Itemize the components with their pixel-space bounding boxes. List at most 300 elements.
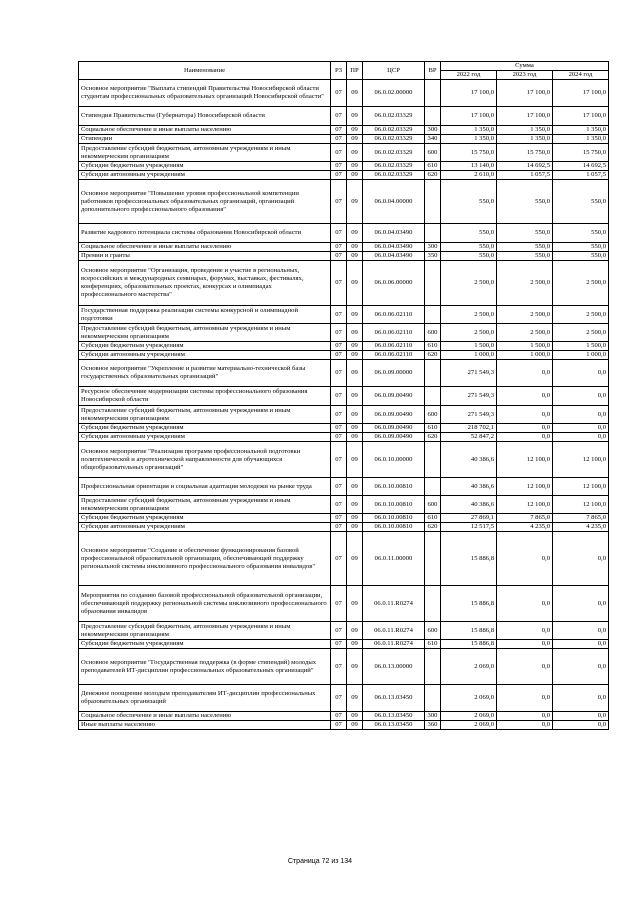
cell-sum-2022: 2 069,0 — [441, 721, 497, 730]
cell-rz: 07 — [331, 406, 347, 424]
cell-pr: 09 — [347, 80, 363, 107]
cell-name: Основное мероприятие "Повышение уровня профессиональной компетенции работников профессиональных образовательных организаций, организаций дополнительного профессионального образования" — [79, 180, 331, 224]
table-row — [79, 523, 609, 532]
cell-csr: 06.0.10.00810 — [363, 523, 425, 532]
cell-pr: 09 — [347, 243, 363, 252]
cell-sum-2023: 0,0 — [497, 685, 553, 712]
cell-vr: 610 — [425, 640, 441, 649]
cell-sum-2022: 15 886,8 — [441, 532, 497, 586]
cell-name: Основное мероприятие "Организация, проведение и участие в региональных, всероссийских и международных семинарах, форумах, выставках, фестивалях, конференциях, образовательных проектах, конкурсах и олимпиадах профессионального мастерства" — [79, 261, 331, 306]
cell-rz: 07 — [331, 721, 347, 730]
cell-sum-2023: 0,0 — [497, 640, 553, 649]
cell-pr: 09 — [347, 532, 363, 586]
cell-name: Предоставление субсидий бюджетным, автономным учреждениям и иным некоммерческим организациям — [79, 144, 331, 162]
table-row — [79, 180, 609, 224]
cell-vr — [425, 649, 441, 685]
cell-pr: 09 — [347, 721, 363, 730]
cell-vr: 600 — [425, 406, 441, 424]
cell-sum-2024: 0,0 — [553, 424, 609, 433]
cell-sum-2022: 15 886,8 — [441, 622, 497, 640]
header-rz: РЗ — [331, 62, 347, 80]
table-row — [79, 649, 609, 685]
cell-pr: 09 — [347, 514, 363, 523]
cell-rz: 07 — [331, 442, 347, 478]
cell-rz: 07 — [331, 324, 347, 342]
cell-rz: 07 — [331, 261, 347, 306]
cell-csr: 06.0.02.03329 — [363, 144, 425, 162]
cell-sum-2024: 1 000,0 — [553, 351, 609, 360]
cell-name: Субсидии автономным учреждениям — [79, 171, 331, 180]
cell-vr: 600 — [425, 622, 441, 640]
cell-sum-2022: 2 500,0 — [441, 306, 497, 324]
cell-csr: 06.0.02.03329 — [363, 162, 425, 171]
cell-name: Социальное обеспечение и иные выплаты населению — [79, 712, 331, 721]
cell-name: Предоставление субсидий бюджетным, автономным учреждениям и иным некоммерческим организациям — [79, 496, 331, 514]
table-row — [79, 514, 609, 523]
cell-pr: 09 — [347, 144, 363, 162]
table-row — [79, 532, 609, 586]
cell-name: Профессиональная ориентация и социальная адаптация молодежи на рынке труда — [79, 478, 331, 496]
cell-csr: 06.0.04.03490 — [363, 224, 425, 243]
cell-sum-2024: 550,0 — [553, 252, 609, 261]
cell-sum-2024: 0,0 — [553, 433, 609, 442]
cell-rz: 07 — [331, 342, 347, 351]
cell-sum-2023: 0,0 — [497, 387, 553, 406]
cell-sum-2023: 0,0 — [497, 433, 553, 442]
cell-vr: 620 — [425, 523, 441, 532]
cell-name: Субсидии бюджетным учреждениям — [79, 342, 331, 351]
cell-name: Предоставление субсидий бюджетным, автономным учреждениям и иным некоммерческим организациям — [79, 622, 331, 640]
cell-sum-2022: 40 386,6 — [441, 442, 497, 478]
table-row — [79, 351, 609, 360]
cell-sum-2022: 13 140,0 — [441, 162, 497, 171]
cell-rz: 07 — [331, 387, 347, 406]
cell-sum-2024: 17 100,0 — [553, 80, 609, 107]
cell-pr: 09 — [347, 622, 363, 640]
cell-sum-2023: 0,0 — [497, 406, 553, 424]
cell-name: Денежное поощрение молодым преподавателям ИТ-дисциплин профессиональных образовательных организаций — [79, 685, 331, 712]
cell-sum-2023: 2 500,0 — [497, 306, 553, 324]
cell-pr: 09 — [347, 324, 363, 342]
table-row — [79, 685, 609, 712]
table-row — [79, 342, 609, 351]
cell-sum-2024: 0,0 — [553, 360, 609, 387]
cell-csr: 06.0.13.00000 — [363, 649, 425, 685]
cell-name: Основное мероприятие "Государственная поддержка (в форме стипендий) молодых преподавателей ИТ-дисциплин профессиональных образовательных организаций" — [79, 649, 331, 685]
cell-sum-2023: 12 100,0 — [497, 442, 553, 478]
cell-rz: 07 — [331, 126, 347, 135]
cell-sum-2024: 7 865,0 — [553, 514, 609, 523]
cell-csr: 06.0.09.00490 — [363, 433, 425, 442]
cell-rz: 07 — [331, 107, 347, 126]
cell-sum-2023: 17 100,0 — [497, 107, 553, 126]
cell-csr: 06.0.04.03490 — [363, 243, 425, 252]
cell-pr: 09 — [347, 424, 363, 433]
table-row — [79, 126, 609, 135]
cell-vr — [425, 80, 441, 107]
cell-rz: 07 — [331, 224, 347, 243]
cell-csr: 06.0.02.03329 — [363, 135, 425, 144]
cell-rz: 07 — [331, 523, 347, 532]
cell-sum-2024: 12 100,0 — [553, 442, 609, 478]
cell-rz: 07 — [331, 685, 347, 712]
cell-name: Государственная поддержка реализации системы конкурсной и олимпиадной подготовки — [79, 306, 331, 324]
cell-rz: 07 — [331, 135, 347, 144]
cell-rz: 07 — [331, 144, 347, 162]
budget-table — [78, 61, 609, 730]
cell-sum-2024: 0,0 — [553, 685, 609, 712]
cell-pr: 09 — [347, 252, 363, 261]
cell-vr: 610 — [425, 424, 441, 433]
cell-vr — [425, 261, 441, 306]
cell-csr: 06.0.09.00490 — [363, 387, 425, 406]
cell-pr: 09 — [347, 712, 363, 721]
table-row — [79, 224, 609, 243]
cell-sum-2023: 2 500,0 — [497, 324, 553, 342]
cell-sum-2023: 1 057,5 — [497, 171, 553, 180]
cell-csr: 06.0.10.00000 — [363, 442, 425, 478]
cell-sum-2022: 1 350,0 — [441, 126, 497, 135]
cell-csr: 06.0.02.03329 — [363, 126, 425, 135]
cell-pr: 09 — [347, 351, 363, 360]
cell-name: Предоставление субсидий бюджетным, автономным учреждениям и иным некоммерческим организациям — [79, 406, 331, 424]
cell-rz: 07 — [331, 433, 347, 442]
cell-name: Социальное обеспечение и иные выплаты населению — [79, 126, 331, 135]
cell-vr: 600 — [425, 496, 441, 514]
cell-sum-2023: 14 692,5 — [497, 162, 553, 171]
cell-sum-2024: 0,0 — [553, 640, 609, 649]
table-row — [79, 640, 609, 649]
cell-csr: 06.0.04.00000 — [363, 180, 425, 224]
cell-sum-2023: 1 350,0 — [497, 126, 553, 135]
cell-vr — [425, 180, 441, 224]
cell-pr: 09 — [347, 523, 363, 532]
cell-rz: 07 — [331, 640, 347, 649]
cell-vr — [425, 107, 441, 126]
cell-sum-2024: 1 500,0 — [553, 342, 609, 351]
cell-vr — [425, 387, 441, 406]
cell-pr: 09 — [347, 496, 363, 514]
cell-sum-2024: 0,0 — [553, 712, 609, 721]
cell-csr: 06.0.06.02110 — [363, 324, 425, 342]
cell-rz: 07 — [331, 478, 347, 496]
cell-sum-2022: 218 702,1 — [441, 424, 497, 433]
cell-name: Предоставление субсидий бюджетным, автономным учреждениям и иным некоммерческим организациям — [79, 324, 331, 342]
cell-name: Субсидии бюджетным учреждениям — [79, 514, 331, 523]
table-row — [79, 496, 609, 514]
cell-vr — [425, 532, 441, 586]
cell-rz: 07 — [331, 622, 347, 640]
cell-sum-2024: 550,0 — [553, 180, 609, 224]
cell-sum-2022: 27 869,1 — [441, 514, 497, 523]
table-row — [79, 135, 609, 144]
cell-sum-2024: 0,0 — [553, 721, 609, 730]
cell-vr — [425, 442, 441, 478]
cell-pr: 09 — [347, 306, 363, 324]
header-year-2023: 2023 год — [497, 71, 553, 80]
table-row — [79, 712, 609, 721]
cell-rz: 07 — [331, 586, 347, 622]
table-row — [79, 424, 609, 433]
cell-vr: 600 — [425, 324, 441, 342]
table-row — [79, 80, 609, 107]
header-vr: ВР — [425, 62, 441, 80]
cell-vr — [425, 478, 441, 496]
table-row — [79, 622, 609, 640]
cell-sum-2023: 550,0 — [497, 252, 553, 261]
cell-csr: 06.0.11.R0274 — [363, 640, 425, 649]
cell-pr: 09 — [347, 261, 363, 306]
cell-sum-2024: 0,0 — [553, 532, 609, 586]
cell-vr: 620 — [425, 351, 441, 360]
cell-vr: 300 — [425, 243, 441, 252]
cell-sum-2024: 1 350,0 — [553, 126, 609, 135]
cell-sum-2023: 1 350,0 — [497, 135, 553, 144]
table-row — [79, 243, 609, 252]
cell-sum-2024: 17 100,0 — [553, 107, 609, 126]
cell-sum-2022: 271 549,3 — [441, 360, 497, 387]
cell-rz: 07 — [331, 243, 347, 252]
cell-vr: 600 — [425, 144, 441, 162]
cell-pr: 09 — [347, 224, 363, 243]
cell-pr: 09 — [347, 180, 363, 224]
cell-csr: 06.0.06.02110 — [363, 342, 425, 351]
cell-sum-2024: 1 350,0 — [553, 135, 609, 144]
cell-sum-2022: 17 100,0 — [441, 80, 497, 107]
cell-sum-2022: 17 100,0 — [441, 107, 497, 126]
cell-sum-2023: 550,0 — [497, 224, 553, 243]
cell-sum-2022: 550,0 — [441, 224, 497, 243]
cell-pr: 09 — [347, 342, 363, 351]
cell-name: Субсидии бюджетным учреждениям — [79, 424, 331, 433]
cell-rz: 07 — [331, 424, 347, 433]
table-row — [79, 433, 609, 442]
cell-sum-2023: 0,0 — [497, 649, 553, 685]
cell-pr: 09 — [347, 640, 363, 649]
cell-csr: 06.0.13.03450 — [363, 712, 425, 721]
cell-rz: 07 — [331, 514, 347, 523]
cell-csr: 06.0.10.00810 — [363, 496, 425, 514]
cell-name: Развитие кадрового потенциала системы образования Новосибирской области — [79, 224, 331, 243]
table-row — [79, 107, 609, 126]
table-row — [79, 478, 609, 496]
cell-vr: 620 — [425, 433, 441, 442]
cell-rz: 07 — [331, 496, 347, 514]
cell-sum-2023: 12 100,0 — [497, 496, 553, 514]
cell-name: Основное мероприятие "Реализация программ профессиональной подготовки политехнической и агротехнической направленности для обучающихся общеобразовательных организаций" — [79, 442, 331, 478]
cell-sum-2024: 0,0 — [553, 649, 609, 685]
cell-pr: 09 — [347, 107, 363, 126]
cell-sum-2023: 0,0 — [497, 532, 553, 586]
cell-pr: 09 — [347, 442, 363, 478]
cell-pr: 09 — [347, 685, 363, 712]
cell-sum-2023: 1 500,0 — [497, 342, 553, 351]
table-row — [79, 261, 609, 306]
table-row — [79, 306, 609, 324]
cell-sum-2023: 15 750,0 — [497, 144, 553, 162]
cell-sum-2023: 0,0 — [497, 622, 553, 640]
cell-csr: 06.0.09.00490 — [363, 424, 425, 433]
cell-csr: 06.0.06.02110 — [363, 351, 425, 360]
header-csr: ЦСР — [363, 62, 425, 80]
table-row — [79, 406, 609, 424]
header-pr: ПР — [347, 62, 363, 80]
cell-sum-2023: 12 100,0 — [497, 478, 553, 496]
cell-sum-2023: 550,0 — [497, 243, 553, 252]
cell-sum-2024: 550,0 — [553, 224, 609, 243]
header-sum: Сумма — [441, 62, 609, 71]
cell-csr: 06.0.06.02110 — [363, 306, 425, 324]
cell-sum-2024: 12 100,0 — [553, 496, 609, 514]
cell-vr: 610 — [425, 514, 441, 523]
cell-csr: 06.0.02.03329 — [363, 107, 425, 126]
cell-name: Основное мероприятие "Укрепление и развитие материально-технической базы государственных образовательных организаций" — [79, 360, 331, 387]
cell-sum-2023: 0,0 — [497, 712, 553, 721]
table-row — [79, 324, 609, 342]
cell-rz: 07 — [331, 180, 347, 224]
cell-rz: 07 — [331, 532, 347, 586]
header-name: Наименование — [79, 62, 331, 80]
cell-sum-2024: 2 500,0 — [553, 306, 609, 324]
cell-name: Субсидии бюджетным учреждениям — [79, 162, 331, 171]
cell-sum-2022: 15 886,8 — [441, 586, 497, 622]
table-row — [79, 387, 609, 406]
table-row — [79, 442, 609, 478]
cell-sum-2023: 2 500,0 — [497, 261, 553, 306]
cell-rz: 07 — [331, 80, 347, 107]
cell-sum-2022: 12 517,5 — [441, 523, 497, 532]
cell-pr: 09 — [347, 135, 363, 144]
cell-name: Субсидии автономным учреждениям — [79, 351, 331, 360]
cell-pr: 09 — [347, 126, 363, 135]
cell-pr: 09 — [347, 586, 363, 622]
cell-rz: 07 — [331, 162, 347, 171]
cell-sum-2023: 0,0 — [497, 586, 553, 622]
cell-sum-2022: 2 500,0 — [441, 324, 497, 342]
cell-csr: 06.0.11.00000 — [363, 532, 425, 586]
cell-sum-2024: 0,0 — [553, 586, 609, 622]
cell-vr: 340 — [425, 135, 441, 144]
table-row — [79, 252, 609, 261]
cell-sum-2023: 1 000,0 — [497, 351, 553, 360]
cell-sum-2022: 15 886,8 — [441, 640, 497, 649]
cell-name: Субсидии бюджетным учреждениям — [79, 640, 331, 649]
cell-sum-2024: 2 500,0 — [553, 324, 609, 342]
cell-csr: 06.0.10.00810 — [363, 514, 425, 523]
cell-sum-2022: 550,0 — [441, 180, 497, 224]
cell-sum-2022: 550,0 — [441, 243, 497, 252]
cell-sum-2022: 1 350,0 — [441, 135, 497, 144]
cell-vr — [425, 685, 441, 712]
table-row — [79, 360, 609, 387]
cell-sum-2023: 7 865,0 — [497, 514, 553, 523]
cell-rz: 07 — [331, 252, 347, 261]
cell-sum-2024: 550,0 — [553, 243, 609, 252]
cell-vr: 350 — [425, 252, 441, 261]
cell-name: Основное мероприятие "Выплата стипендий Правительства Новосибирской области студентам профессиональных образовательных организаций Новосибирской области" — [79, 80, 331, 107]
cell-vr: 300 — [425, 712, 441, 721]
cell-rz: 07 — [331, 712, 347, 721]
cell-sum-2023: 0,0 — [497, 424, 553, 433]
cell-csr: 06.0.06.00000 — [363, 261, 425, 306]
cell-name: Ресурсное обеспечение модернизации системы профессионального образования Новосибирской области — [79, 387, 331, 406]
cell-csr: 06.0.13.03450 — [363, 721, 425, 730]
cell-vr — [425, 224, 441, 243]
cell-sum-2024: 0,0 — [553, 387, 609, 406]
cell-pr: 09 — [347, 360, 363, 387]
table-row — [79, 721, 609, 730]
table-header — [79, 62, 609, 80]
cell-sum-2022: 550,0 — [441, 252, 497, 261]
cell-sum-2022: 2 069,0 — [441, 712, 497, 721]
cell-sum-2022: 2 610,0 — [441, 171, 497, 180]
table-row — [79, 171, 609, 180]
cell-csr: 06.0.04.03490 — [363, 252, 425, 261]
cell-vr: 610 — [425, 162, 441, 171]
cell-sum-2022: 15 750,0 — [441, 144, 497, 162]
cell-sum-2024: 2 500,0 — [553, 261, 609, 306]
cell-name: Иные выплаты населению — [79, 721, 331, 730]
cell-pr: 09 — [347, 162, 363, 171]
cell-sum-2024: 0,0 — [553, 406, 609, 424]
cell-sum-2022: 2 500,0 — [441, 261, 497, 306]
cell-vr: 360 — [425, 721, 441, 730]
cell-pr: 09 — [347, 171, 363, 180]
cell-vr — [425, 360, 441, 387]
cell-name: Стипендия Правительства (Губернатора) Новосибирской области — [79, 107, 331, 126]
table-row — [79, 144, 609, 162]
cell-name: Социальное обеспечение и иные выплаты населению — [79, 243, 331, 252]
table-row — [79, 586, 609, 622]
cell-sum-2022: 52 847,2 — [441, 433, 497, 442]
cell-sum-2023: 550,0 — [497, 180, 553, 224]
cell-sum-2022: 1 000,0 — [441, 351, 497, 360]
cell-csr: 06.0.02.00000 — [363, 80, 425, 107]
cell-sum-2024: 14 692,5 — [553, 162, 609, 171]
cell-csr: 06.0.10.00810 — [363, 478, 425, 496]
cell-sum-2024: 1 057,5 — [553, 171, 609, 180]
cell-sum-2022: 271 549,3 — [441, 406, 497, 424]
cell-sum-2023: 0,0 — [497, 360, 553, 387]
cell-name: Стипендии — [79, 135, 331, 144]
cell-csr: 06.0.02.03329 — [363, 171, 425, 180]
cell-pr: 09 — [347, 478, 363, 496]
cell-pr: 09 — [347, 387, 363, 406]
cell-sum-2024: 15 750,0 — [553, 144, 609, 162]
cell-rz: 07 — [331, 306, 347, 324]
cell-sum-2024: 12 100,0 — [553, 478, 609, 496]
cell-sum-2022: 2 069,0 — [441, 649, 497, 685]
cell-sum-2022: 40 386,6 — [441, 478, 497, 496]
cell-rz: 07 — [331, 351, 347, 360]
cell-sum-2022: 40 386,6 — [441, 496, 497, 514]
cell-pr: 09 — [347, 649, 363, 685]
cell-name: Премии и гранты — [79, 252, 331, 261]
cell-csr: 06.0.09.00000 — [363, 360, 425, 387]
cell-sum-2022: 2 069,0 — [441, 685, 497, 712]
cell-csr: 06.0.11.R0274 — [363, 586, 425, 622]
cell-pr: 09 — [347, 433, 363, 442]
cell-rz: 07 — [331, 649, 347, 685]
cell-vr: 610 — [425, 342, 441, 351]
cell-csr: 06.0.09.00490 — [363, 406, 425, 424]
table-row — [79, 162, 609, 171]
cell-sum-2024: 4 235,0 — [553, 523, 609, 532]
page-number: Страница 72 из 134 — [287, 858, 353, 865]
header-year-2022: 2022 год — [441, 71, 497, 80]
cell-sum-2023: 4 235,0 — [497, 523, 553, 532]
cell-rz: 07 — [331, 360, 347, 387]
